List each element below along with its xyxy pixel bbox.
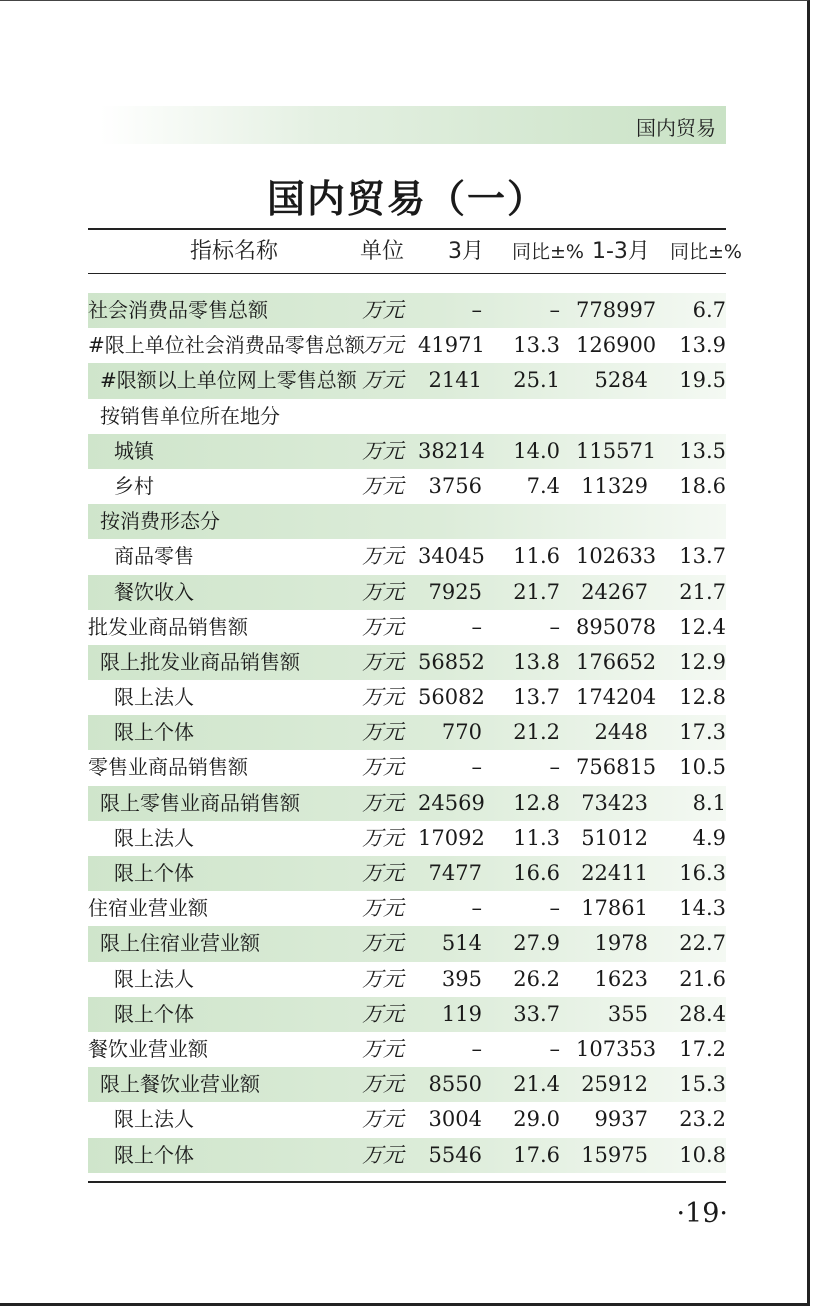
row-march-value: 56852 (418, 649, 485, 674)
row-q1-value: 126900 (576, 333, 657, 358)
row-unit: 万元 (362, 438, 404, 463)
row-q1-yoy: 23.2 (679, 1107, 726, 1132)
row-march-yoy: 26.2 (513, 966, 560, 991)
row-name: 限上个体 (114, 1001, 194, 1026)
row-q1-yoy (666, 504, 726, 539)
row-q1-yoy: 6.7 (692, 298, 726, 322)
table-row (88, 1032, 726, 1067)
row-march-yoy: 21.2 (513, 720, 560, 745)
column-header-indicator: 指标名称 (190, 239, 279, 264)
row-unit: 万元 (362, 685, 404, 710)
row-name: 餐饮收入 (114, 579, 194, 604)
row-march-value: 3756 (428, 473, 482, 498)
row-march-yoy: 13.8 (513, 649, 560, 674)
table-row (88, 1102, 726, 1137)
table-row (88, 680, 726, 715)
column-header-march: 3月 (448, 239, 484, 264)
table-row (88, 434, 726, 469)
table-row (88, 1067, 726, 1102)
table-row (88, 821, 726, 856)
row-q1-value: 17861 (581, 896, 648, 921)
row-unit: 万元 (362, 368, 404, 393)
row-unit: 万元 (362, 649, 404, 674)
table-row (88, 504, 726, 539)
row-q1-yoy: 15.3 (679, 1072, 726, 1097)
row-q1-value: 1623 (594, 966, 648, 991)
row-q1-yoy: 21.7 (679, 579, 726, 604)
table-bottom-rule (88, 1181, 726, 1183)
row-unit: 万元 (362, 473, 404, 498)
row-q1-value (576, 504, 648, 539)
row-unit: 万元 (362, 861, 404, 885)
row-march-value: 38214 (418, 438, 485, 463)
row-q1-value: 1978 (594, 931, 648, 956)
table-row (88, 926, 726, 961)
row-unit: 万元 (362, 579, 404, 604)
row-name: 零售业商品销售额 (88, 755, 248, 780)
row-q1-value: 5284 (594, 368, 648, 393)
row-name: 限上法人 (114, 966, 194, 991)
table-row (88, 363, 726, 398)
row-name: 批发业商品销售额 (88, 614, 248, 639)
table-row (88, 1138, 726, 1173)
row-march-yoy: – (549, 755, 560, 780)
row-march-yoy: 33.7 (513, 1001, 560, 1026)
row-q1-value: 25912 (581, 1072, 648, 1097)
row-name: 社会消费品零售总额 (88, 298, 268, 322)
row-q1-yoy: 17.2 (679, 1036, 726, 1061)
row-q1-value: 9937 (594, 1107, 648, 1132)
row-q1-yoy: 12.4 (679, 614, 726, 639)
row-unit: 万元 (362, 1001, 404, 1026)
row-q1-value: 15975 (581, 1142, 648, 1167)
row-march-value: 56082 (418, 685, 485, 710)
row-march-value: 770 (441, 720, 482, 745)
row-name: 限上法人 (114, 685, 194, 710)
row-march-value: – (471, 614, 482, 639)
row-name: 限上批发业商品销售额 (100, 649, 300, 674)
row-march-value: 17092 (418, 825, 485, 850)
row-q1-value: 22411 (581, 861, 648, 885)
row-q1-yoy: 16.3 (679, 861, 726, 885)
row-q1-yoy: 13.5 (679, 438, 726, 463)
row-q1-yoy: 12.9 (679, 649, 726, 674)
table-row (88, 856, 726, 891)
table-row (88, 293, 726, 328)
row-march-value: 7477 (428, 861, 482, 885)
row-name: 限上零售业商品销售额 (100, 790, 300, 815)
row-q1-yoy: 10.8 (679, 1142, 726, 1167)
row-march-value: 5546 (428, 1142, 482, 1167)
row-name: 商品零售 (114, 544, 194, 569)
row-march-yoy: 14.0 (513, 438, 560, 463)
row-march-yoy: – (549, 1036, 560, 1061)
row-q1-value: 756815 (576, 755, 657, 780)
row-march-yoy: 11.6 (513, 544, 560, 569)
row-q1-value: 115571 (576, 438, 657, 463)
row-march-yoy (498, 399, 560, 434)
row-march-yoy: 25.1 (513, 368, 560, 393)
row-q1-value: 102633 (576, 544, 657, 569)
table-row (88, 891, 726, 926)
table-row (88, 539, 726, 574)
row-q1-value: 895078 (576, 614, 657, 639)
row-march-value: – (471, 896, 482, 921)
row-march-yoy: 11.3 (513, 825, 560, 850)
row-march-value (418, 504, 482, 539)
row-q1-value: 73423 (581, 790, 648, 815)
column-header-q1: 1-3月 (592, 239, 650, 264)
row-q1-yoy: 19.5 (679, 368, 726, 393)
row-march-yoy: 21.7 (513, 579, 560, 604)
row-unit: 万元 (362, 720, 404, 745)
row-march-value: – (471, 755, 482, 780)
column-header-unit: 单位 (360, 239, 405, 264)
row-q1-yoy: 4.9 (692, 825, 726, 850)
row-march-value: – (471, 1036, 482, 1061)
row-march-value (418, 399, 482, 434)
row-q1-yoy: 10.5 (679, 755, 726, 780)
row-name: 限上住宿业营业额 (100, 931, 260, 956)
row-march-value: 3004 (428, 1107, 482, 1132)
row-q1-yoy: 28.4 (679, 1001, 726, 1026)
row-q1-yoy: 18.6 (679, 473, 726, 498)
data-table-body (88, 293, 726, 1173)
row-unit: 万元 (362, 544, 404, 569)
row-name: 限上个体 (114, 720, 194, 745)
row-march-yoy: 13.3 (513, 333, 560, 358)
row-q1-value: 11329 (581, 473, 648, 498)
table-row (88, 575, 726, 610)
row-march-value: 2141 (428, 368, 482, 393)
row-march-yoy: 12.8 (513, 790, 560, 815)
row-march-yoy: 27.9 (513, 931, 560, 956)
table-header-rule (88, 273, 726, 274)
table-row (88, 997, 726, 1032)
row-march-yoy (498, 504, 560, 539)
row-unit: 万元 (362, 790, 404, 815)
row-q1-yoy: 13.7 (679, 544, 726, 569)
row-q1-yoy: 14.3 (679, 896, 726, 921)
page-title: 国内贸易（一） (266, 176, 547, 221)
row-march-value: – (471, 298, 482, 322)
row-march-value: 7925 (428, 579, 482, 604)
row-q1-value: 174204 (576, 685, 657, 710)
row-name: 限上个体 (114, 861, 194, 885)
row-unit: 万元 (362, 966, 404, 991)
row-name: 餐饮业营业额 (88, 1036, 208, 1061)
row-march-value: 24569 (418, 790, 485, 815)
row-name: #限上单位社会消费品零售总额 (88, 333, 365, 358)
table-row (88, 610, 726, 645)
row-unit: 万元 (362, 1142, 404, 1167)
row-q1-value: 2448 (594, 720, 648, 745)
row-q1-value: 51012 (581, 825, 648, 850)
row-unit: 万元 (362, 1107, 404, 1132)
row-q1-value: 107353 (576, 1036, 657, 1061)
row-march-yoy: 17.6 (513, 1142, 560, 1167)
table-row (88, 715, 726, 750)
row-march-yoy: – (549, 298, 560, 322)
page-number: ·19· (676, 1198, 728, 1229)
row-march-value: 34045 (418, 544, 485, 569)
row-unit: 万元 (362, 333, 404, 358)
row-march-value: 8550 (428, 1072, 482, 1097)
row-march-yoy: – (549, 614, 560, 639)
row-q1-value: 355 (607, 1001, 648, 1026)
row-march-yoy: 7.4 (526, 473, 560, 498)
row-q1-yoy: 13.9 (679, 333, 726, 358)
row-unit: 万元 (362, 755, 404, 780)
row-name: 限上餐饮业营业额 (100, 1072, 260, 1097)
table-row (88, 750, 726, 785)
row-march-yoy: 16.6 (513, 861, 560, 885)
row-q1-yoy: 21.6 (679, 966, 726, 991)
row-name: 按消费形态分 (100, 509, 220, 534)
table-row (88, 962, 726, 997)
row-q1-yoy: 12.8 (679, 685, 726, 710)
row-name: 住宿业营业额 (88, 896, 208, 921)
row-unit: 万元 (362, 931, 404, 956)
row-name: 按销售单位所在地分 (100, 403, 280, 428)
row-name: 限上法人 (114, 1107, 194, 1132)
row-q1-yoy: 22.7 (679, 931, 726, 956)
row-q1-yoy: 8.1 (692, 790, 726, 815)
row-q1-value: 176652 (576, 649, 657, 674)
row-q1-yoy: 17.3 (679, 720, 726, 745)
section-label: 国内贸易 (636, 116, 716, 140)
column-header-yoy-q1: 同比±% (670, 241, 742, 263)
table-row (88, 786, 726, 821)
row-march-value: 119 (441, 1001, 482, 1026)
row-unit: 万元 (362, 825, 404, 850)
row-q1-value: 778997 (576, 298, 657, 322)
row-march-yoy: 29.0 (513, 1107, 560, 1132)
section-header-band (100, 106, 726, 144)
table-row (88, 328, 726, 363)
table-row (88, 469, 726, 504)
table-top-rule (88, 228, 726, 230)
column-header-yoy-march: 同比±% (512, 241, 584, 263)
row-march-value: 395 (441, 966, 482, 991)
row-name: 乡村 (114, 473, 154, 498)
table-row (88, 645, 726, 680)
table-row (88, 399, 726, 434)
row-name: 限上法人 (114, 825, 194, 850)
row-name: #限额以上单位网上零售总额 (100, 368, 357, 393)
row-q1-value: 24267 (581, 579, 648, 604)
row-unit: 万元 (362, 614, 404, 639)
row-march-yoy: – (549, 896, 560, 921)
row-name: 限上个体 (114, 1142, 194, 1167)
row-q1-value (576, 399, 648, 434)
row-unit: 万元 (362, 1072, 404, 1097)
row-name: 城镇 (114, 438, 154, 463)
row-unit: 万元 (362, 1036, 404, 1061)
row-unit: 万元 (362, 298, 404, 322)
row-march-value: 41971 (418, 333, 485, 358)
row-unit: 万元 (362, 896, 404, 921)
row-q1-yoy (666, 399, 726, 434)
row-march-yoy: 21.4 (513, 1072, 560, 1097)
row-march-value: 514 (441, 931, 482, 956)
row-march-yoy: 13.7 (513, 685, 560, 710)
